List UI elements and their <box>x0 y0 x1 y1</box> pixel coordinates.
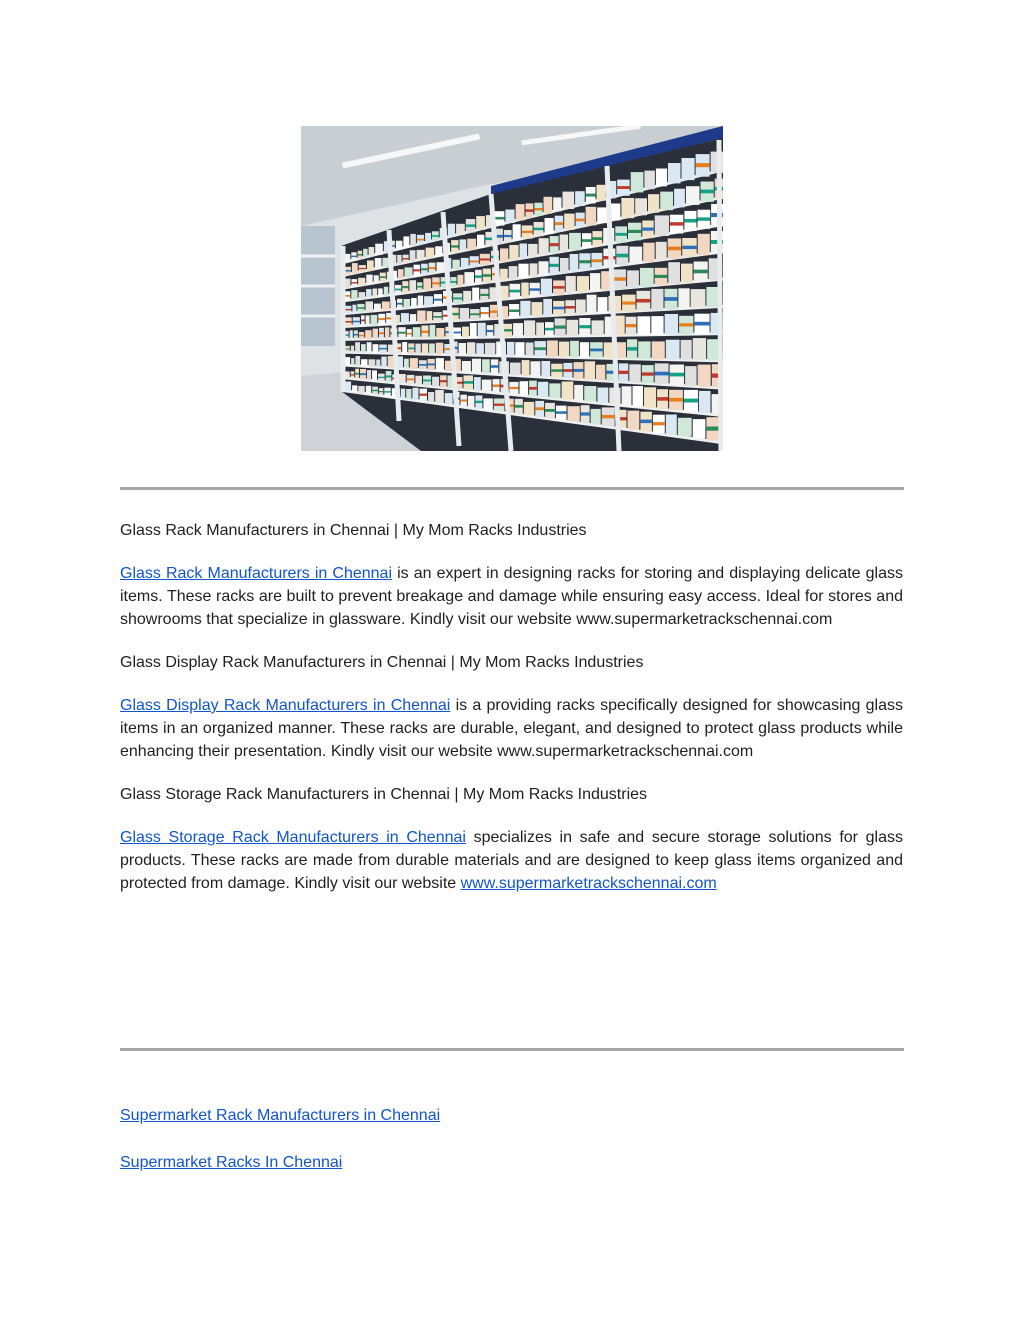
website-link[interactable]: www.supermarketrackschennai.com <box>460 875 717 892</box>
main-content <box>120 519 903 915</box>
section-body-glass-storage-rack: specializes in safe and secure storage solutions for glass products. These racks are made from durable materials and are designed to keep glass items organized and protected from damage. Kindly visit our website <box>120 829 903 892</box>
footer-links <box>120 1104 903 1198</box>
glass-rack-link[interactable]: Glass Rack Manufacturers in Chennai <box>120 565 392 582</box>
section-body-glass-display-rack: is a providing racks specifically designed for showcasing glass items in an organized manner. These racks are durable, elegant, and designed to protect glass products while enhancing their presentation. Kindly visit our website www.supermarketrackschennai.com <box>120 697 904 760</box>
section-heading-glass-display-rack: Glass Display Rack Manufacturers in Chennai | My Mom Racks Industries <box>120 654 644 671</box>
section-heading-glass-storage-rack: Glass Storage Rack Manufacturers in Chennai | My Mom Racks Industries <box>120 786 648 803</box>
section-paragraph-glass-display-rack <box>120 694 903 763</box>
section-paragraph-glass-storage-rack <box>120 826 903 895</box>
horizontal-rule-bottom <box>120 1048 904 1051</box>
section-body-glass-rack: is an expert in designing racks for storing and displaying delicate glass items. These racks are built to prevent breakage and damage while ensuring easy access. Ideal for stores and showrooms that specialize in glassware. Kindly visit our website www.supermarketrackschennai.com <box>120 565 904 628</box>
supermarket-racks-link[interactable]: Supermarket Racks In Chennai <box>120 1154 343 1171</box>
horizontal-rule-top <box>120 487 904 490</box>
pharmacy-shelves-illustration <box>301 126 723 451</box>
hero-image <box>301 126 723 451</box>
glass-storage-rack-link[interactable]: Glass Storage Rack Manufacturers in Chennai <box>120 829 466 846</box>
glass-display-rack-link[interactable]: Glass Display Rack Manufacturers in Chennai <box>120 697 451 714</box>
section-paragraph-glass-rack <box>120 562 903 631</box>
section-heading-glass-rack: Glass Rack Manufacturers in Chennai | My Mom Racks Industries <box>120 522 587 539</box>
supermarket-rack-manufacturers-link[interactable]: Supermarket Rack Manufacturers in Chennai <box>120 1107 441 1124</box>
